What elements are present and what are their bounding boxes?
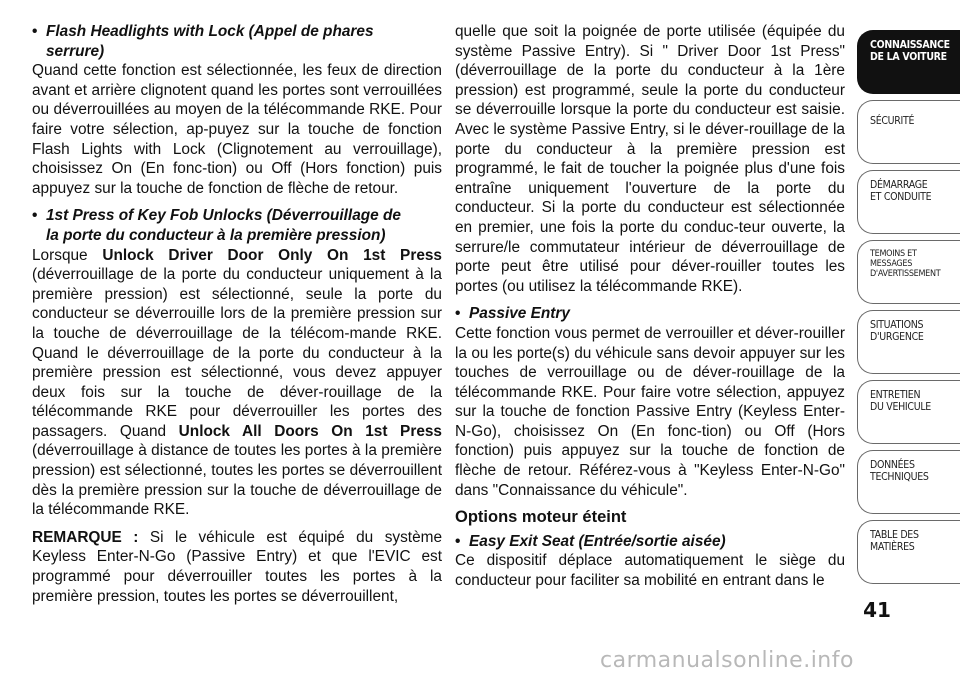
para-text: Lorsque xyxy=(32,246,88,264)
tab-entretien-vehicule[interactable] xyxy=(857,380,960,444)
paragraph-flash-headlights: Quand cette fonction est sélectionnée, les feux de direction avant et arrière clignotent quand les portes sont verrouillées ou déverrouillées au moyen de la télécommande RKE. Pour faire votre sélection, ap-puyez sur la touche de fonction Flash Lights with Lock (Clignotement au verrouillage), choisissez On (En fonc-tion) ou Off (Hors fonction) puis appuyez sur la touche de fonction de flèche de retour. xyxy=(32,62,442,197)
bold-term-driver-door: Unlock Driver Door Only On 1st Press xyxy=(102,246,442,264)
tab-label-line1: TEMOINS ET xyxy=(870,249,917,259)
paragraph-passive-entry-continued: quelle que soit la poignée de porte utilisée (équipée du système Passive Entry). Si " Driver Door 1st Press" (déverrouillage de la porte du conducteur à la 1ère pression) est programmé, seule la porte du conducteur se déverrouille lorsque la porte du conducteur est saisie. Avec le système Passive Entry, si le déver-rouillage de la porte du conducteur à la première pression est programmé, le fait de toucher la poignée plus d'une fois entraîne uniquement l'ouverture de la porte du conducteur. Si la porte du conducteur est sélectionnée en premier, une fois la porte du conduc-teur ouverte, la serrure/le commutateur intérieur de déverrouillage de porte peut être utilisé pour déver-rouiller toutes les portes (ou utilisez la télécommande RKE). xyxy=(455,23,845,295)
tab-temoins-messages[interactable] xyxy=(857,240,960,304)
tab-label-line1: TABLE DES xyxy=(870,529,919,541)
remark-text: Si le véhicule est équipé du système Keyless Enter-N-Go (Passive Entry) et que l'EVIC est programmé pour déverrouiller toutes les portes à la première pression, toutes les portes se déverrouillent, xyxy=(32,528,443,605)
tab-label-line1: SITUATIONS xyxy=(870,319,924,331)
bullet-title-line1: 1st Press of Key Fob Unlocks (Déverrouillage de xyxy=(46,207,401,225)
bullet-title-line2: la porte du conducteur à la première pression) xyxy=(46,226,386,244)
bold-term-all-doors: Unlock All Doors On 1st Press xyxy=(178,422,442,440)
bullet-passive-entry xyxy=(455,304,845,324)
para-text: (déverrouillage de la porte du conducteur uniquement à la première pression) est sélectionné, seule la porte du conducteur se déverrouille lors de la première pression sur la touche de déverrouillage de la télécom-mande RKE. Quand le déverrouillage de la porte du conducteur à la première pression est sélectionné, vous devez appuyer deux fois sur la touche de déver-rouillage de la télécommande RKE pour déverrouiller les portes des passagers. Quand xyxy=(32,266,442,440)
tab-label-line2: D'URGENCE xyxy=(870,331,924,343)
tab-demarrage-conduite[interactable] xyxy=(857,170,960,234)
tab-label-line2: DU VEHICULE xyxy=(870,401,931,413)
para-text: (déverrouillage à distance de toutes les portes à la première pression) est sélectionné, toutes les portes se déverrouillent dès la première pression sur la touche de déverrouillage de la télécommande RKE. xyxy=(32,442,442,519)
tab-label-line1: ENTRETIEN xyxy=(870,389,921,401)
tab-label-line1: SÉCURITÉ xyxy=(870,115,915,127)
tab-label-line2: TECHNIQUES xyxy=(870,471,929,483)
bullet-title-line2: serrure) xyxy=(46,42,105,60)
tab-table-matieres[interactable] xyxy=(857,520,960,584)
tab-label-line1: CONNAISSANCE xyxy=(870,39,950,51)
tab-donnees-techniques[interactable] xyxy=(857,450,960,514)
section-heading-engine-off-options: Options moteur éteint xyxy=(455,508,627,527)
tab-label-line2: MESSAGES xyxy=(870,259,913,269)
bullet-flash-headlights xyxy=(32,22,442,61)
bullet-first-press-unlock xyxy=(32,206,442,245)
page-number: 41 xyxy=(863,598,891,622)
bullet-title-line1: Flash Headlights with Lock (Appel de phares xyxy=(46,23,374,40)
right-column xyxy=(455,22,845,591)
remark-paragraph xyxy=(32,528,442,606)
tab-label-line1: DÉMARRAGE xyxy=(870,179,928,191)
tab-label-line2: ET CONDUITE xyxy=(870,191,932,203)
tab-connaissance-voiture[interactable] xyxy=(857,30,960,94)
tab-label-line2: MATIÈRES xyxy=(870,541,915,553)
watermark-url: carmanualsonline.info xyxy=(600,648,854,673)
left-column xyxy=(32,22,442,606)
tab-label-line3: D'AVERTISSEMENT xyxy=(870,269,941,279)
bullet-title: Passive Entry xyxy=(469,305,570,323)
tab-label-line1: DONNÉES xyxy=(870,459,915,471)
paragraph-first-press-unlock xyxy=(32,246,442,520)
tab-securite[interactable] xyxy=(857,100,960,164)
chapter-tabs xyxy=(857,0,960,678)
remark-label: REMARQUE : xyxy=(32,528,139,546)
paragraph-easy-exit-seat: Ce dispositif déplace automatiquement le siège du conducteur pour faciliter sa mobilité en entrant dans le xyxy=(455,552,845,590)
bullet-easy-exit-seat xyxy=(455,532,845,552)
bullet-dot: • xyxy=(32,23,38,40)
bullet-dot: • xyxy=(455,532,461,550)
paragraph-passive-entry: Cette fonction vous permet de verrouiller et déver-rouiller la ou les porte(s) du véhicule sans devoir appuyer sur les touches de verrouillage ou de déver-rouillage de la télécommande RKE. Pour faire votre sélection, appuyez sur la touche de fonction Passive Entry (Keyless Enter-N-Go), choisissez On (En fonc-tion) ou Off (Hors fonction) puis appuyez sur la touche de fonction de flèche de retour. Référez-vous à "Keyless Enter-N-Go" dans "Connaissance du véhicule". xyxy=(455,324,845,499)
bullet-dot: • xyxy=(32,207,38,225)
tab-label-line2: DE LA VOITURE xyxy=(870,51,947,63)
bullet-title: Easy Exit Seat (Entrée/sortie aisée) xyxy=(469,532,726,550)
bullet-dot: • xyxy=(455,305,461,323)
tab-situations-urgence[interactable] xyxy=(857,310,960,374)
